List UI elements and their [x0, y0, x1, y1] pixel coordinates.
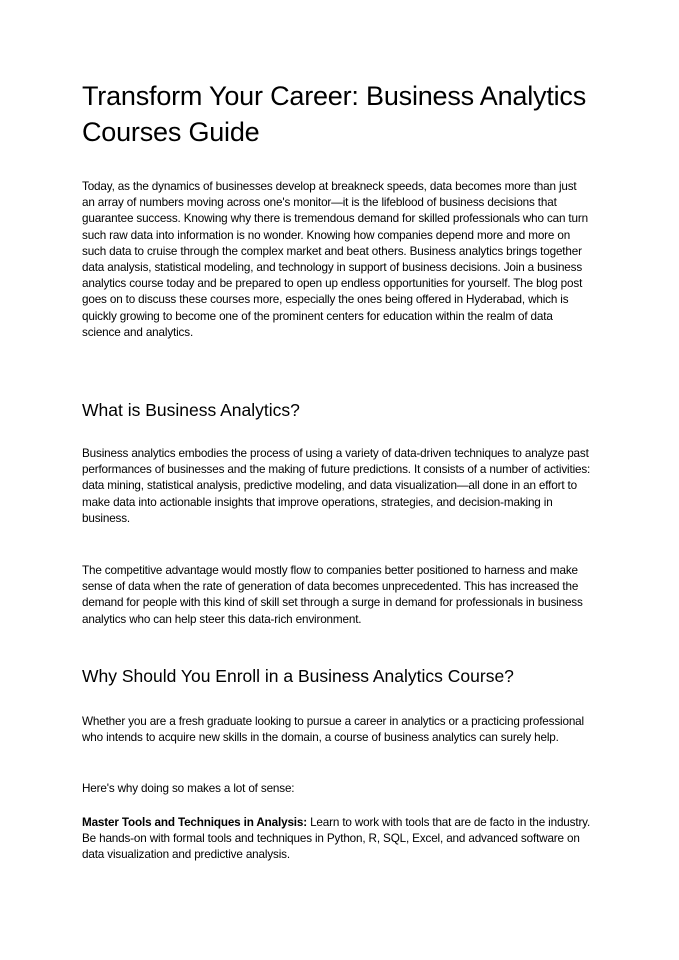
key-point-master-tools	[82, 815, 592, 864]
section-2-paragraph-1: Whether you are a fresh graduate looking to pursue a career in analytics or a practicing professional who intends to acquire new skills in the domain, a course of business analytics can surely help.	[82, 715, 584, 745]
section-heading-what-is-business-analytics: What is Business Analytics?	[82, 400, 300, 420]
key-point-text: Learn to work with tools that are de facto in the industry. Be hands-on with formal tools and techniques in Python, R, SQL, Excel, and advanced software on data visualization and predictive analysis.	[82, 816, 591, 862]
document-title: Transform Your Career: Business Analytics Courses Guide	[82, 81, 587, 147]
section-heading-why-enroll: Why Should You Enroll in a Business Analytics Course?	[82, 666, 514, 686]
section-1-paragraph-1: Business analytics embodies the process of using a variety of data-driven techniques to analyze past performances of businesses and the making of future predictions. It consists of a number of activities: data mining, statistical analysis, predictive modeling, and data visualization—all done in an effort to make data into actionable insights that improve operations, strategies, and decision-making in business.	[82, 447, 591, 525]
key-point-label: Master Tools and Techniques in Analysis:	[82, 816, 307, 829]
section-1-paragraph-2: The competitive advantage would mostly flow to companies better positioned to harness and make sense of data when the rate of generation of data becomes unprecedented. This has increased the demand for people with this kind of skill set through a surge in demand for professionals in business analytics who can help steer this data-rich environment.	[82, 564, 583, 626]
intro-paragraph: Today, as the dynamics of businesses develop at breakneck speeds, data becomes more than just an array of numbers moving across one's monitor—it is the lifeblood of business decisions that guarantee success. Knowing why there is tremendous demand for skilled professionals who can turn such raw data into information is no wonder. Knowing how companies depend more and more on such data to cruise through the complex market and beat others. Business analytics brings together data analysis, statistical modeling, and technology in support of business decisions. Join a business analytics course today and be prepared to open up endless opportunities for yourself. The blog post goes on to discuss these courses more, especially the ones being offered in Hyderabad, which is quickly growing to become one of the prominent centers for education within the realm of data science and analytics.	[82, 180, 588, 339]
section-2-paragraph-2: Here's why doing so makes a lot of sense:	[82, 782, 295, 795]
